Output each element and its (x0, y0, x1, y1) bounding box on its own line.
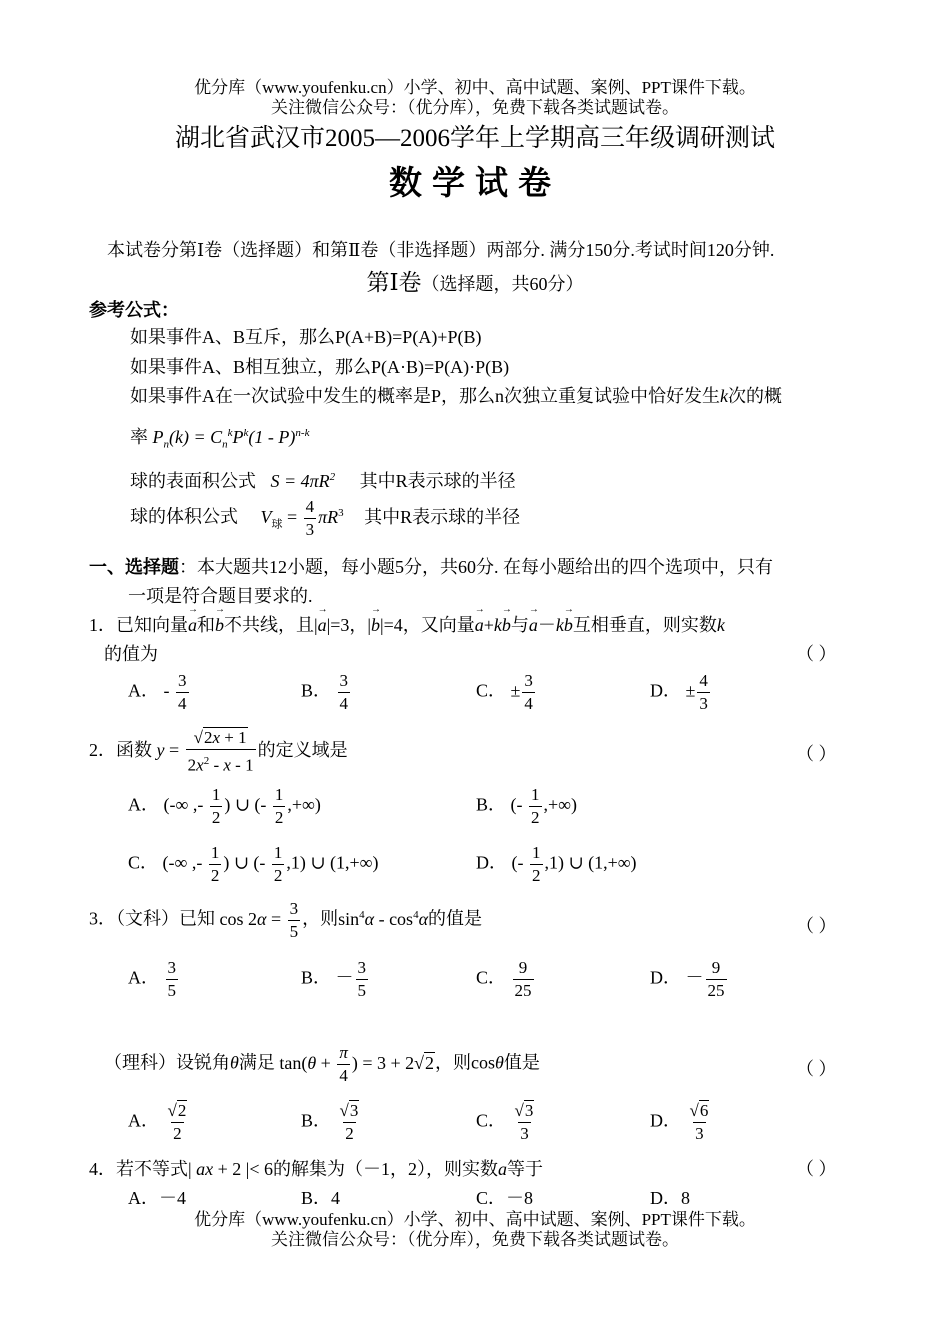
q2-option-d[interactable]: D． (- $\frac{1}{2}$ ,1) ∪ (1,+∞) (476, 843, 637, 885)
q1-option-b[interactable]: B． $\frac{3}{4}$ (301, 671, 349, 713)
q3-sci-option-c[interactable]: C． $\frac{√3}{3}$ (476, 1101, 534, 1143)
vector-b: → b (215, 615, 224, 635)
q3-option-d[interactable]: D． － $\frac{9}{25}$ (650, 958, 725, 1000)
q1-number: 1． (89, 615, 116, 635)
option-label: C． (476, 1110, 507, 1131)
formulas-heading: 参考公式： (89, 300, 179, 320)
q3-number: 3． (89, 908, 116, 929)
q2-option-c[interactable]: C． (-∞ ,- $\frac{1}{2}$ ) ∪ (- $\frac{1}{2}$ ,1) ∪ (1,+∞) (128, 843, 379, 885)
option-label: A． (128, 794, 159, 815)
option-label: A． (128, 680, 159, 701)
q1-option-d[interactable]: D． ± $\frac{4}{3}$ (650, 671, 708, 713)
q3-sci-text: 满足 (238, 1052, 275, 1073)
q1-option-a[interactable]: A． - $\frac{3}{4}$ (128, 671, 187, 713)
section1-desc: ：本大题共12小题，每小题5分，共60分. 在每小题给出的四个选项中，只有 (179, 557, 773, 577)
q3-sci-option-b[interactable]: B． $\frac{√3}{2}$ (301, 1101, 359, 1143)
q4-a: a (498, 1159, 508, 1179)
q2-text: 的定义域是 (257, 739, 348, 760)
q3-sci-text: （理科）设锐角 (104, 1052, 230, 1073)
q3-answer-blank-science[interactable]: （ ） (796, 1059, 837, 1079)
site-banner-line2: 关注微信公众号：（优分库），免费下载各类试题试卷。 (271, 98, 679, 117)
option-label: B． (476, 794, 507, 815)
theta-symbol: θ (230, 1052, 239, 1073)
q1-text: 不共线，且| (224, 615, 318, 635)
formula-bernoulli-k: k (720, 386, 729, 406)
q1-text: |=3，| (326, 615, 371, 635)
q2-stem (89, 727, 348, 777)
exam-subtitle: 数学试卷 (389, 166, 561, 202)
formula-bernoulli-text2: 次的概 (728, 386, 783, 406)
part1-note: （选择题，共60分） (421, 274, 584, 294)
section1-line1 (89, 553, 773, 579)
q3-answer-blank-arts[interactable]: （ ） (796, 916, 837, 936)
q1-stem-line2: 的值为 (104, 644, 158, 664)
q4-number: 4． (89, 1159, 116, 1179)
q3-sci-expr: tan(θ + $\frac{\pi}{4}$ ) = 3 + 2√2 (279, 1043, 435, 1085)
q1-expr-sum: → a+k→ b (475, 615, 511, 635)
sphere-area-expr: $S = 4\pi R^2$ (270, 471, 336, 491)
option-label: A． (128, 967, 159, 988)
option-label: B． (301, 967, 332, 988)
q4-text: 的解集为（－1，2），则实数 (273, 1159, 499, 1179)
sphere-area-label: 球的表面积公式 (130, 471, 256, 491)
q4-inequality: | ax + 2 |< 6 (188, 1159, 274, 1179)
q1-text: 互相垂直，则实数 (572, 615, 717, 635)
q4-answer-blank[interactable]: （ ） (796, 1159, 837, 1179)
sphere-volume-expr: $V_球$ = $\frac{4}{3}$ $\pi R^3$ (260, 497, 344, 539)
q3-given-expr: cos 2α = $\frac{3}{5}$ (219, 899, 299, 941)
formula-sphere-volume (130, 496, 520, 541)
sphere-volume-note: 其中R表示球的半径 (364, 506, 521, 527)
q3-text: 的值是 (428, 908, 483, 929)
q1-text: 已知向量 (116, 615, 188, 635)
site-banner-line1: 优分库（www.youfenku.cn）小学、初中、高中试题、案例、PPT课件下载。 (194, 78, 756, 97)
option-label: D． (650, 1110, 681, 1131)
q3-sci-text: 值是 (503, 1052, 540, 1073)
q4-text: 等于 (507, 1159, 544, 1179)
option-label: D． (476, 852, 507, 873)
formula-independent: 如果事件A、B相互独立，那么P(A·B)=P(A)·P(B) (130, 357, 510, 377)
site-footer-line1: 优分库（www.youfenku.cn）小学、初中、高中试题、案例、PPT课件下载。 (194, 1210, 756, 1229)
q4-option-d[interactable]: D．8 (650, 1188, 690, 1208)
q3-option-b[interactable]: B． － $\frac{3}{5}$ (301, 958, 367, 1000)
vector-a: → a (188, 615, 197, 635)
site-footer-line2: 关注微信公众号：（优分库），免费下载各类试题试卷。 (271, 1230, 679, 1249)
option-label: C． (128, 852, 159, 873)
q4-option-a[interactable]: A．－4 (128, 1188, 186, 1208)
q3-stem-arts (89, 898, 482, 943)
q1-k: k (716, 615, 725, 635)
q3-sci-option-a[interactable]: A． $\frac{√2}{2}$ (128, 1101, 187, 1143)
vector-a: → a (318, 615, 327, 635)
q3-target-expr: $\sin^4\alpha - \cos^4\alpha$ (338, 908, 429, 929)
option-label: D． (650, 680, 681, 701)
q1-text: 和 (197, 615, 215, 635)
q3-sci-option-d[interactable]: D． $\frac{√6}{3}$ (650, 1101, 709, 1143)
q1-expr-diff: → a－k→ b (529, 615, 573, 635)
formula-bernoulli-text: 如果事件A在一次试验中发生的概率是P，那么n次独立重复试验中恰好发生 (130, 386, 721, 406)
q3-stem-science (104, 1042, 540, 1087)
option-label: C． (476, 680, 507, 701)
q4-stem (89, 1155, 543, 1181)
vector-b: → b (371, 615, 380, 635)
formula-binomial-expr: $P_n(k) = C_n^kP^k(1 - P)^{n-k}$ (152, 427, 310, 451)
option-label: B． (301, 1110, 332, 1131)
q1-text: |=4，又向量 (379, 615, 475, 635)
q2-option-b[interactable]: B． (- $\frac{1}{2}$ ,+∞) (476, 785, 577, 827)
theta-symbol: θ (495, 1052, 504, 1073)
q1-text: 与 (510, 615, 529, 635)
q4-option-c[interactable]: C．－8 (476, 1188, 534, 1208)
part1-label: 第Ⅰ卷 (366, 270, 422, 295)
exam-title: 湖北省武汉市2005—2006学年上学期高三年级调研测试 (174, 125, 775, 152)
formula-sphere-area (130, 467, 516, 493)
q2-answer-blank[interactable]: （ ） (796, 744, 837, 764)
sphere-area-note: 其中R表示球的半径 (359, 471, 516, 491)
q3-option-c[interactable]: C． $\frac{9}{25}$ (476, 958, 532, 1000)
q1-stem (89, 611, 725, 637)
q3-text: （文科）已知 (116, 908, 215, 929)
formula-bernoulli-line1 (130, 382, 782, 408)
q4-option-b[interactable]: B．4 (301, 1188, 341, 1208)
formula-bernoulli-line2 (130, 423, 309, 451)
q3-text: ，则 (302, 908, 339, 929)
section1-line2: 一项是符合题目要求的. (128, 586, 313, 606)
option-label: A． (128, 1110, 159, 1131)
section1-heading: 一、选择题 (89, 557, 179, 577)
q4-text: 若不等式 (116, 1159, 188, 1179)
q2-text: 函数 (116, 739, 152, 760)
q1-answer-blank[interactable]: （ ） (796, 644, 837, 664)
q3-sci-text: ，则cos (435, 1052, 496, 1073)
exam-intro: 本试卷分第Ⅰ卷（选择题）和第Ⅱ卷（非选择题）两部分. 满分150分.考试时间120分钟. (107, 240, 775, 260)
option-label: D． (650, 967, 681, 988)
option-label: B． (301, 680, 332, 701)
q2-option-a[interactable]: A． (-∞ ,- $\frac{1}{2}$ ) ∪ (- $\frac{1}{2}$ ,+∞) (128, 785, 321, 827)
q3-option-a[interactable]: A． $\frac{3}{5}$ (128, 958, 176, 1000)
q1-option-c[interactable]: C． ± $\frac{3}{4}$ (476, 671, 533, 713)
q2-number: 2． (89, 739, 116, 760)
option-label: C． (476, 967, 507, 988)
formula-bernoulli-prefix: 率 (130, 427, 148, 447)
q2-function-expr: y = $\frac{√2x + 1}{2x^2 - x - 1}$ (156, 728, 254, 775)
part1-heading (0, 264, 950, 297)
formula-exclusive: 如果事件A、B互斥，那么P(A+B)=P(A)+P(B) (130, 327, 482, 347)
sphere-volume-label: 球的体积公式 (130, 506, 238, 527)
